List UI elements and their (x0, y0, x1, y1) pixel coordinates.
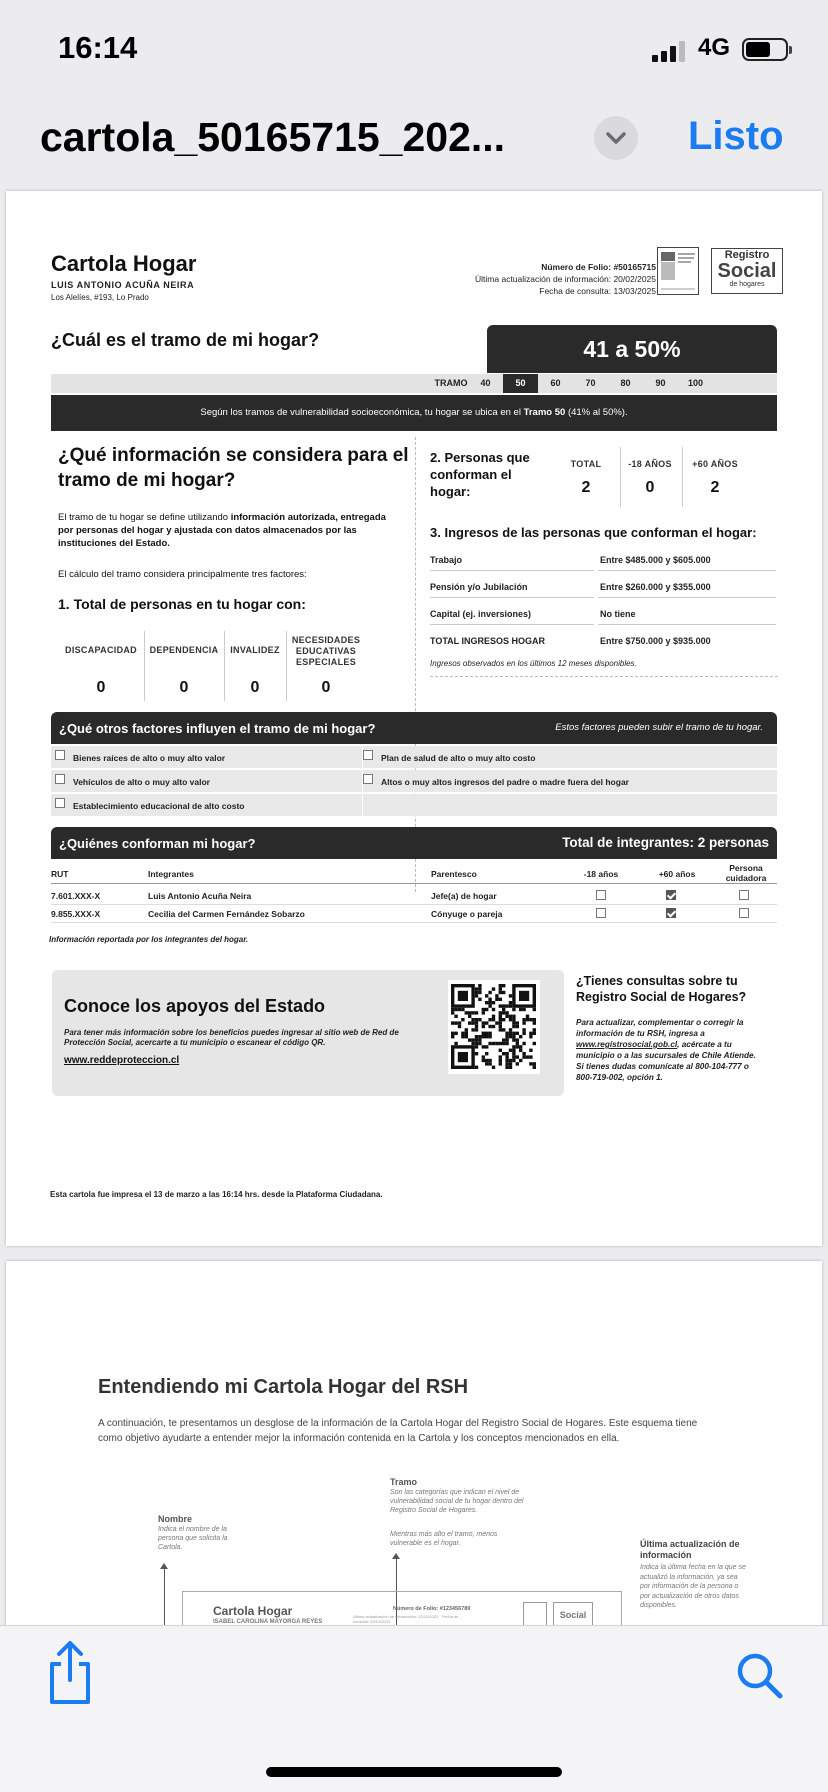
member-rut-1: 9.855.XXX-X (51, 909, 101, 919)
checkbox-1[interactable] (363, 750, 373, 760)
tramo-callout-text: Son las categorías que indican el nivel de vulnerabilidad social de tu hogar dentro del Registro Social de Hogares. (390, 1489, 524, 1514)
persons-value-2: 2 (710, 479, 720, 496)
done-button[interactable]: Listo (688, 114, 784, 158)
income-row-divider (430, 570, 594, 571)
mini-lines: Última actualización de información: 12/12/2023 · Fecha de consulta: 20/12/2023 (353, 1614, 459, 1624)
persons-label-0: TOTAL (570, 459, 602, 469)
tramo-cell-40: 40 (480, 378, 491, 388)
members-col-5: Persona cuidadora (725, 863, 767, 883)
income-value-3: Entre $750.000 y $935.000 (600, 636, 711, 646)
member-o60-checkbox-0[interactable] (666, 890, 676, 900)
members-header (51, 827, 777, 859)
nombre-callout-text: Indica el nombre de la persona que solicita la Cartola. (158, 1526, 228, 1551)
battery-icon (742, 38, 788, 61)
tramo-arrow-head (392, 1553, 400, 1559)
members-col-1: Integrantes (148, 869, 194, 879)
condition-label-3: NECESIDADES EDUCATIVAS ESPECIALES (291, 635, 361, 667)
ult-callout-title: Última actualización de información (640, 1539, 740, 1560)
apoyos-link[interactable]: www.reddeproteccion.cl (64, 1055, 180, 1066)
checkbox-0[interactable] (55, 750, 65, 760)
condition-divider (224, 631, 225, 701)
condition-value-0: 0 (96, 679, 106, 696)
member-row-line (51, 904, 777, 905)
income-divider (430, 676, 778, 677)
tramo-cell-60: 60 (550, 378, 561, 388)
consulta-label: Fecha de consulta: (539, 286, 612, 296)
member-rut-0: 7.601.XXX-X (51, 891, 101, 901)
members-title: ¿Quiénes conforman mi hogar? (59, 836, 256, 851)
info-heading: ¿Qué información se considera para el tramo de mi hogar? (58, 445, 409, 491)
mini-ministerio-logo (523, 1602, 547, 1626)
member-o60-checkbox-1[interactable] (666, 908, 676, 918)
consultas-text (576, 1017, 758, 1083)
persons-divider (682, 447, 683, 507)
update-label: Última actualización de información: (475, 274, 612, 284)
member-relation-1: Cónyuge o pareja (431, 909, 503, 919)
member-care-checkbox-0[interactable] (739, 890, 749, 900)
tramo-cell-70: 70 (585, 378, 596, 388)
tramo-callout-title: Tramo (390, 1477, 418, 1487)
persons-value-1: 0 (645, 479, 655, 496)
tramo-cell-100: 100 (687, 378, 704, 388)
income-row-divider (598, 570, 776, 571)
apoyos-title: Conoce los apoyos del Estado (64, 996, 326, 1016)
page2-intro: A continuación, te presentamos un desglose de la información de la Cartola Hogar del Registro Social de Hogares. Este esquema tiene como objetivo ayudarte a entender mejor la información contenida en la Cartola y los conceptos mencionados en ella. (98, 1418, 698, 1444)
persons-label-1: -18 AÑOS (628, 459, 672, 469)
folio-block (376, 261, 656, 297)
mini-registro-logo: Social (553, 1602, 593, 1626)
other-factor-2: Vehículos de alto o muy alto valor (73, 777, 210, 787)
member-relation-0: Jefe(a) de hogar (431, 891, 497, 901)
condition-value-1: 0 (179, 679, 189, 696)
condition-label-2: INVALIDEZ (230, 645, 280, 655)
member-name-1: Cecilia del Carmen Fernández Sobarzo (148, 909, 305, 919)
members-col-4: +60 años (658, 869, 696, 879)
tramo-cell-50: 50 (503, 374, 538, 393)
print-footer: Esta cartola fue impresa el 13 de marzo a las 16:14 hrs. desde la Plataforma Ciudadana. (50, 1190, 383, 1199)
tramo-banner (51, 395, 777, 431)
ult-callout-text: Indica la última fecha en la que se actualizó la información, ya sea por información de la persona o por actualización de otros datos disponibles. (640, 1564, 746, 1609)
other-factors-divider (362, 745, 363, 817)
chevron-down-icon[interactable] (594, 116, 638, 160)
income-value-1: Entre $260.000 y $355.000 (600, 582, 711, 592)
checkbox-4[interactable] (55, 798, 65, 808)
tramo-scale (51, 374, 777, 393)
member-row-line (51, 922, 777, 923)
folio-number: #50165715 (613, 262, 656, 272)
share-icon[interactable] (44, 1640, 96, 1706)
persons-label-2: +60 AÑOS (692, 459, 738, 469)
tramo-question: ¿Cuál es el tramo de mi hogar? (51, 330, 320, 350)
condition-value-3: 0 (321, 679, 331, 696)
member-u18-checkbox-0[interactable] (596, 890, 606, 900)
checkbox-3[interactable] (363, 774, 373, 784)
tramo-banner-bold: Tramo 50 (523, 407, 566, 418)
condition-label-0: DISCAPACIDAD (65, 645, 137, 655)
logo-hogares: de hogares (729, 281, 765, 288)
member-care-checkbox-1[interactable] (739, 908, 749, 918)
tramo-cell-90: 90 (655, 378, 666, 388)
tramo-cell-80: 80 (620, 378, 631, 388)
other-factors-header (51, 712, 777, 744)
nombre-callout-title: Nombre (158, 1514, 193, 1524)
mini-folio: Número de Folio: #123456789 (393, 1606, 471, 1612)
logo-social: Social (717, 260, 777, 282)
info-p1-a: El tramo de tu hogar se define utilizando (58, 512, 229, 523)
income-value-2: No tiene (600, 609, 636, 619)
document-page-1 (6, 191, 822, 1246)
network-type: 4G (698, 34, 731, 61)
tramo-banner-text: Según los tramos de vulnerabilidad socioeconómica, tu hogar se ubica en el (200, 407, 521, 418)
cellular-signal-icon (652, 40, 686, 62)
income-row-divider (598, 624, 776, 625)
consultas-text-a: Para actualizar, complementar o corregir la información de tu RSH, ingresa a (576, 1018, 744, 1038)
apoyos-text: Para tener más información sobre los beneficios puedes ingresar al sitio web de Red de Protección Social, acercarte a tu municipio o escanear el código QR. (64, 1028, 399, 1047)
checkbox-2[interactable] (55, 774, 65, 784)
mini-name: ISABEL CAROLINA MAYORGA REYES (213, 1619, 323, 1625)
holder-name: LUIS ANTONIO ACUÑA NEIRA (51, 280, 195, 290)
other-factor-1: Plan de salud de alto o muy alto costo (381, 753, 536, 763)
qr-code[interactable] (448, 980, 540, 1074)
info-paragraph-2: El cálculo del tramo considera principalmente tres factores: (58, 569, 307, 580)
member-name-0: Luis Antonio Acuña Neira (148, 891, 252, 901)
members-total: Total de integrantes: 2 personas (562, 835, 769, 850)
condition-divider (286, 631, 287, 701)
search-icon[interactable] (736, 1652, 784, 1700)
document-title[interactable]: cartola_50165715_202... (40, 114, 506, 160)
other-factor-3: Altos o muy altos ingresos del padre o madre fuera del hogar (381, 777, 629, 787)
consultas-link[interactable]: www.registrosocial.gob.cl (576, 1040, 678, 1049)
factor-1-heading: 1. Total de personas en tu hogar con: (58, 596, 306, 612)
income-label-0: Trabajo (430, 555, 463, 565)
income-note: Ingresos observados en los últimos 12 meses disponibles. (430, 659, 637, 668)
mini-title: Cartola Hogar (213, 1604, 293, 1618)
column-divider (415, 437, 416, 892)
factor-3-heading: 3. Ingresos de las personas que conforman el hogar: (430, 525, 757, 540)
other-factors-title: ¿Qué otros factores influyen el tramo de mi hogar? (59, 721, 376, 736)
apoyos-box (52, 970, 564, 1096)
members-note: Información reportada por los integrantes del hogar. (49, 935, 249, 944)
income-value-0: Entre $485.000 y $605.000 (600, 555, 711, 565)
member-u18-checkbox-1[interactable] (596, 908, 606, 918)
tramo-value: 41 a 50% (487, 325, 777, 373)
income-row-divider (598, 597, 776, 598)
page2-title: Entendiendo mi Cartola Hogar del RSH (98, 1376, 469, 1398)
folio-label: Número de Folio: (541, 262, 612, 272)
other-factor-4: Establecimiento educacional de alto costo (73, 801, 245, 811)
persons-divider (620, 447, 621, 507)
tramo-callout-text-2: Mientras más alto el tramo, menos vulnerable es el hogar. (390, 1531, 498, 1547)
update-date: 20/02/2025 (613, 274, 656, 284)
members-col-0: RUT (51, 869, 69, 879)
consulta-date: 13/03/2025 (613, 286, 656, 296)
factor-2-heading: 2. Personas que conforman el hogar: (430, 450, 530, 499)
condition-value-2: 0 (250, 679, 260, 696)
info-paragraph-1 (58, 511, 398, 550)
income-row-divider (430, 624, 594, 625)
consultas-text-b: , acércate a tu municipio o a las sucursales de Chile Atiende. Si tienes dudas comunícate al 800-104-777 o 800-719-002, opción 1. (576, 1040, 756, 1082)
income-label-2: Capital (ej. inversiones) (430, 609, 532, 619)
ministerio-logo (657, 247, 699, 295)
condition-label-1: DEPENDENCIA (149, 645, 219, 655)
condition-divider (144, 631, 145, 701)
persons-value-0: 2 (581, 479, 591, 496)
income-row-divider (430, 597, 594, 598)
income-label-3: TOTAL INGRESOS HOGAR (430, 636, 546, 646)
doc-title: Cartola Hogar (51, 251, 197, 276)
status-time: 16:14 (58, 30, 138, 65)
other-factors-note: Estos factores pueden subir el tramo de tu hogar. (555, 722, 763, 733)
other-factor-0: Bienes raíces de alto o muy alto valor (73, 753, 226, 763)
nombre-arrow-head (160, 1563, 168, 1569)
tramo-scale-label: TRAMO (434, 378, 468, 388)
tramo-banner-range: (41% al 50%). (567, 407, 628, 418)
registro-social-logo (711, 248, 783, 294)
home-indicator[interactable] (266, 1767, 562, 1777)
holder-address: Los Alelíes, #193, Lo Prado (51, 293, 149, 302)
income-label-1: Pensión y/o Jubilación (430, 582, 528, 592)
logo-registro: Registro (724, 249, 770, 261)
document-page-2 (6, 1261, 822, 1661)
members-col-2: Parentesco (431, 869, 477, 879)
members-col-3: -18 años (583, 869, 619, 879)
members-header-line (51, 883, 777, 884)
consultas-title: ¿Tienes consultas sobre tu Registro Social de Hogares? (576, 974, 747, 1004)
info-p1-b: información autorizada, entregada por personas del hogar y ajustada con datos almacenados por las instituciones del Estado. (58, 512, 386, 549)
